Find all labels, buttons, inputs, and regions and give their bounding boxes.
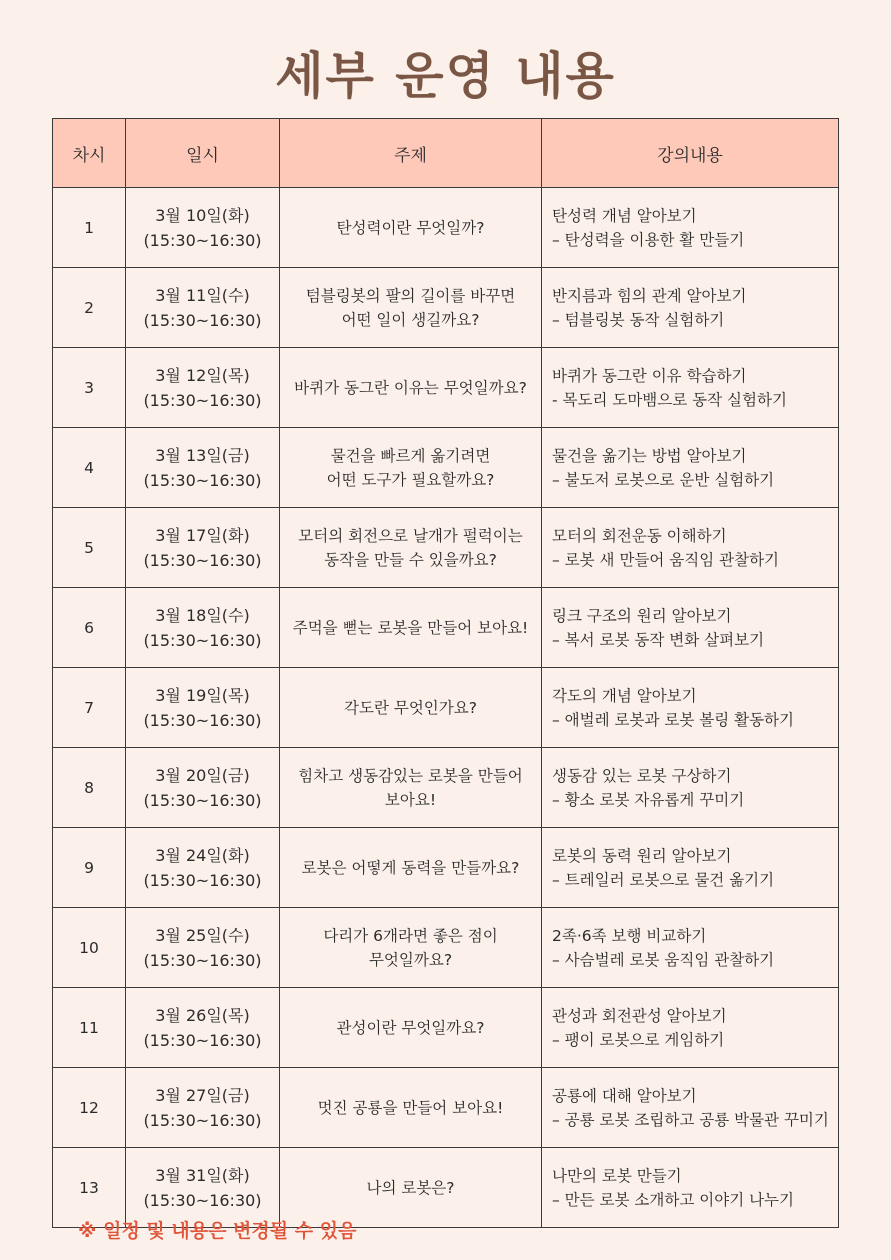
- topic-cell: [280, 908, 542, 988]
- content-line: - 목도리 도마뱀으로 동작 실험하기: [552, 390, 787, 409]
- content-line: – 텀블링봇 동작 실험하기: [552, 310, 725, 329]
- time-text: (15:30~16:30): [143, 390, 262, 410]
- content-line: 로봇의 동력 원리 알아보기: [552, 846, 732, 865]
- session-number: 12: [79, 1098, 99, 1117]
- session-cell: [53, 588, 126, 668]
- session-cell: [53, 348, 126, 428]
- content-line: – 로봇 새 만들어 움직임 관찰하기: [552, 550, 780, 569]
- session-number: 11: [79, 1018, 99, 1037]
- session-number: 4: [84, 458, 94, 477]
- date-cell: [126, 588, 280, 668]
- session-cell: [53, 668, 126, 748]
- page-title: 세부 운영 내용: [275, 47, 616, 105]
- table-row: [53, 828, 839, 908]
- topic-line: 멋진 공룡을 만들어 보아요!: [317, 1098, 504, 1117]
- topic-line: 보아요!: [384, 790, 437, 809]
- content-line: – 탄성력을 이용한 활 만들기: [552, 230, 745, 249]
- session-cell: [53, 988, 126, 1068]
- time-text: (15:30~16:30): [143, 470, 262, 490]
- date-cell: [126, 348, 280, 428]
- content-line: 공룡에 대해 알아보기: [552, 1086, 697, 1105]
- date-text: 3월 11일(수): [155, 285, 250, 305]
- session-cell: [53, 1068, 126, 1148]
- content-cell: [542, 268, 839, 348]
- table-row: [53, 908, 839, 988]
- content-line: 나만의 로봇 만들기: [552, 1166, 682, 1185]
- table-row: [53, 508, 839, 588]
- content-line: 물건을 옮기는 방법 알아보기: [552, 446, 747, 465]
- topic-cell: [280, 348, 542, 428]
- date-text: 3월 24일(화): [155, 845, 250, 865]
- time-text: (15:30~16:30): [143, 1110, 262, 1130]
- session-cell: [53, 188, 126, 268]
- topic-line: 어떤 일이 생길까요?: [341, 310, 480, 329]
- topic-line: 관성이란 무엇일까요?: [336, 1018, 485, 1037]
- topic-line: 동작을 만들 수 있을까요?: [324, 550, 497, 569]
- header-row: [53, 119, 839, 188]
- table-row: [53, 748, 839, 828]
- session-number: 6: [84, 618, 94, 637]
- topic-cell: [280, 428, 542, 508]
- header-content: 강의내용: [542, 119, 839, 188]
- topic-line: 텀블링봇의 팔의 길이를 바꾸면: [305, 286, 516, 305]
- content-cell: [542, 908, 839, 988]
- topic-line: 힘차고 생동감있는 로봇을 만들어: [298, 766, 523, 785]
- time-text: (15:30~16:30): [143, 1190, 262, 1210]
- time-text: (15:30~16:30): [143, 230, 262, 250]
- table-row: [53, 428, 839, 508]
- header-date: 일시: [126, 119, 280, 188]
- content-line: – 황소 로봇 자유롭게 꾸미기: [552, 790, 745, 809]
- topic-line: 로봇은 어떻게 동력을 만들까요?: [301, 858, 520, 877]
- topic-cell: [280, 828, 542, 908]
- topic-cell: [280, 188, 542, 268]
- date-text: 3월 10일(화): [155, 205, 250, 225]
- content-cell: [542, 668, 839, 748]
- session-number: 2: [84, 298, 94, 317]
- topic-line: 각도란 무엇인가요?: [344, 698, 477, 717]
- date-cell: [126, 1068, 280, 1148]
- session-cell: [53, 428, 126, 508]
- time-text: (15:30~16:30): [143, 710, 262, 730]
- date-cell: [126, 828, 280, 908]
- session-cell: [53, 268, 126, 348]
- topic-line: 바퀴가 동그란 이유는 무엇일까요?: [294, 378, 527, 397]
- content-line: 2족·6족 보행 비교하기: [552, 926, 707, 945]
- topic-cell: [280, 508, 542, 588]
- table-row: [53, 588, 839, 668]
- session-number: 13: [79, 1178, 99, 1197]
- session-number: 7: [84, 698, 94, 717]
- content-line: 모터의 회전운동 이해하기: [552, 526, 727, 545]
- content-cell: [542, 188, 839, 268]
- topic-cell: [280, 748, 542, 828]
- content-cell: [542, 748, 839, 828]
- content-cell: [542, 348, 839, 428]
- header-session: 차시: [53, 119, 126, 188]
- content-cell: [542, 988, 839, 1068]
- topic-line: 어떤 도구가 필요할까요?: [326, 470, 495, 489]
- topic-line: 다리가 6개라면 좋은 점이: [323, 926, 498, 945]
- date-text: 3월 19일(목): [155, 685, 250, 705]
- date-cell: [126, 428, 280, 508]
- date-text: 3월 20일(금): [155, 765, 250, 785]
- time-text: (15:30~16:30): [143, 310, 262, 330]
- time-text: (15:30~16:30): [143, 1030, 262, 1050]
- content-cell: [542, 828, 839, 908]
- date-cell: [126, 188, 280, 268]
- date-cell: [126, 268, 280, 348]
- topic-cell: [280, 668, 542, 748]
- content-cell: [542, 1148, 839, 1228]
- content-line: – 팽이 로봇으로 게임하기: [552, 1030, 725, 1049]
- content-line: 탄성력 개념 알아보기: [552, 206, 697, 225]
- session-number: 5: [84, 538, 94, 557]
- topic-line: 탄성력이란 무엇일까?: [336, 218, 485, 237]
- content-line: – 공룡 로봇 조립하고 공룡 박물관 꾸미기: [552, 1110, 829, 1129]
- table-row: [53, 188, 839, 268]
- date-text: 3월 12일(목): [155, 365, 250, 385]
- date-text: 3월 26일(목): [155, 1005, 250, 1025]
- session-number: 9: [84, 858, 94, 877]
- content-line: 관성과 회전관성 알아보기: [552, 1006, 727, 1025]
- date-text: 3월 31일(화): [155, 1165, 250, 1185]
- time-text: (15:30~16:30): [143, 630, 262, 650]
- content-cell: [542, 508, 839, 588]
- table-row: [53, 1068, 839, 1148]
- content-line: – 애벌레 로봇과 로봇 볼링 활동하기: [552, 710, 795, 729]
- content-line: 각도의 개념 알아보기: [552, 686, 697, 705]
- topic-line: 물건을 빠르게 옮기려면: [330, 446, 491, 465]
- time-text: (15:30~16:30): [143, 870, 262, 890]
- date-cell: [126, 508, 280, 588]
- time-text: (15:30~16:30): [143, 550, 262, 570]
- topic-cell: [280, 588, 542, 668]
- content-line: 링크 구조의 원리 알아보기: [552, 606, 732, 625]
- date-text: 3월 25일(수): [155, 925, 250, 945]
- table-row: [53, 668, 839, 748]
- session-number: 10: [79, 938, 99, 957]
- topic-cell: [280, 1068, 542, 1148]
- time-text: (15:30~16:30): [143, 950, 262, 970]
- date-text: 3월 13일(금): [155, 445, 250, 465]
- topic-line: 주먹을 뻗는 로봇을 만들어 보아요!: [292, 618, 529, 637]
- change-notice: ※ 일정 및 내용은 변경될 수 있음: [78, 1220, 357, 1242]
- date-cell: [126, 988, 280, 1068]
- content-cell: [542, 588, 839, 668]
- content-line: 생동감 있는 로봇 구상하기: [552, 766, 732, 785]
- topic-line: 나의 로봇은?: [366, 1178, 455, 1197]
- date-cell: [126, 748, 280, 828]
- session-number: 3: [84, 378, 94, 397]
- topic-cell: [280, 268, 542, 348]
- session-cell: [53, 748, 126, 828]
- content-line: – 불도저 로봇으로 운반 실험하기: [552, 470, 775, 489]
- session-number: 1: [84, 218, 94, 237]
- date-cell: [126, 668, 280, 748]
- session-cell: [53, 508, 126, 588]
- content-cell: [542, 428, 839, 508]
- time-text: (15:30~16:30): [143, 790, 262, 810]
- table-row: [53, 988, 839, 1068]
- content-line: – 트레일러 로봇으로 물건 옮기기: [552, 870, 775, 889]
- session-number: 8: [84, 778, 94, 797]
- content-line: – 복서 로봇 동작 변화 살펴보기: [552, 630, 765, 649]
- topic-cell: [280, 988, 542, 1068]
- session-cell: [53, 908, 126, 988]
- table-row: [53, 268, 839, 348]
- content-cell: [542, 1068, 839, 1148]
- content-line: 반지름과 힘의 관계 알아보기: [552, 286, 747, 305]
- table-row: [53, 348, 839, 428]
- schedule-table: [52, 118, 839, 1228]
- header-topic: 주제: [280, 119, 542, 188]
- date-text: 3월 18일(수): [155, 605, 250, 625]
- topic-line: 무엇일까요?: [368, 950, 453, 969]
- topic-line: 모터의 회전으로 날개가 펄럭이는: [298, 526, 523, 545]
- date-text: 3월 27일(금): [155, 1085, 250, 1105]
- content-line: – 만든 로봇 소개하고 이야기 나누기: [552, 1190, 795, 1209]
- content-line: – 사슴벌레 로봇 움직임 관찰하기: [552, 950, 775, 969]
- session-cell: [53, 828, 126, 908]
- content-line: 바퀴가 동그란 이유 학습하기: [552, 366, 747, 385]
- date-text: 3월 17일(화): [155, 525, 250, 545]
- date-cell: [126, 908, 280, 988]
